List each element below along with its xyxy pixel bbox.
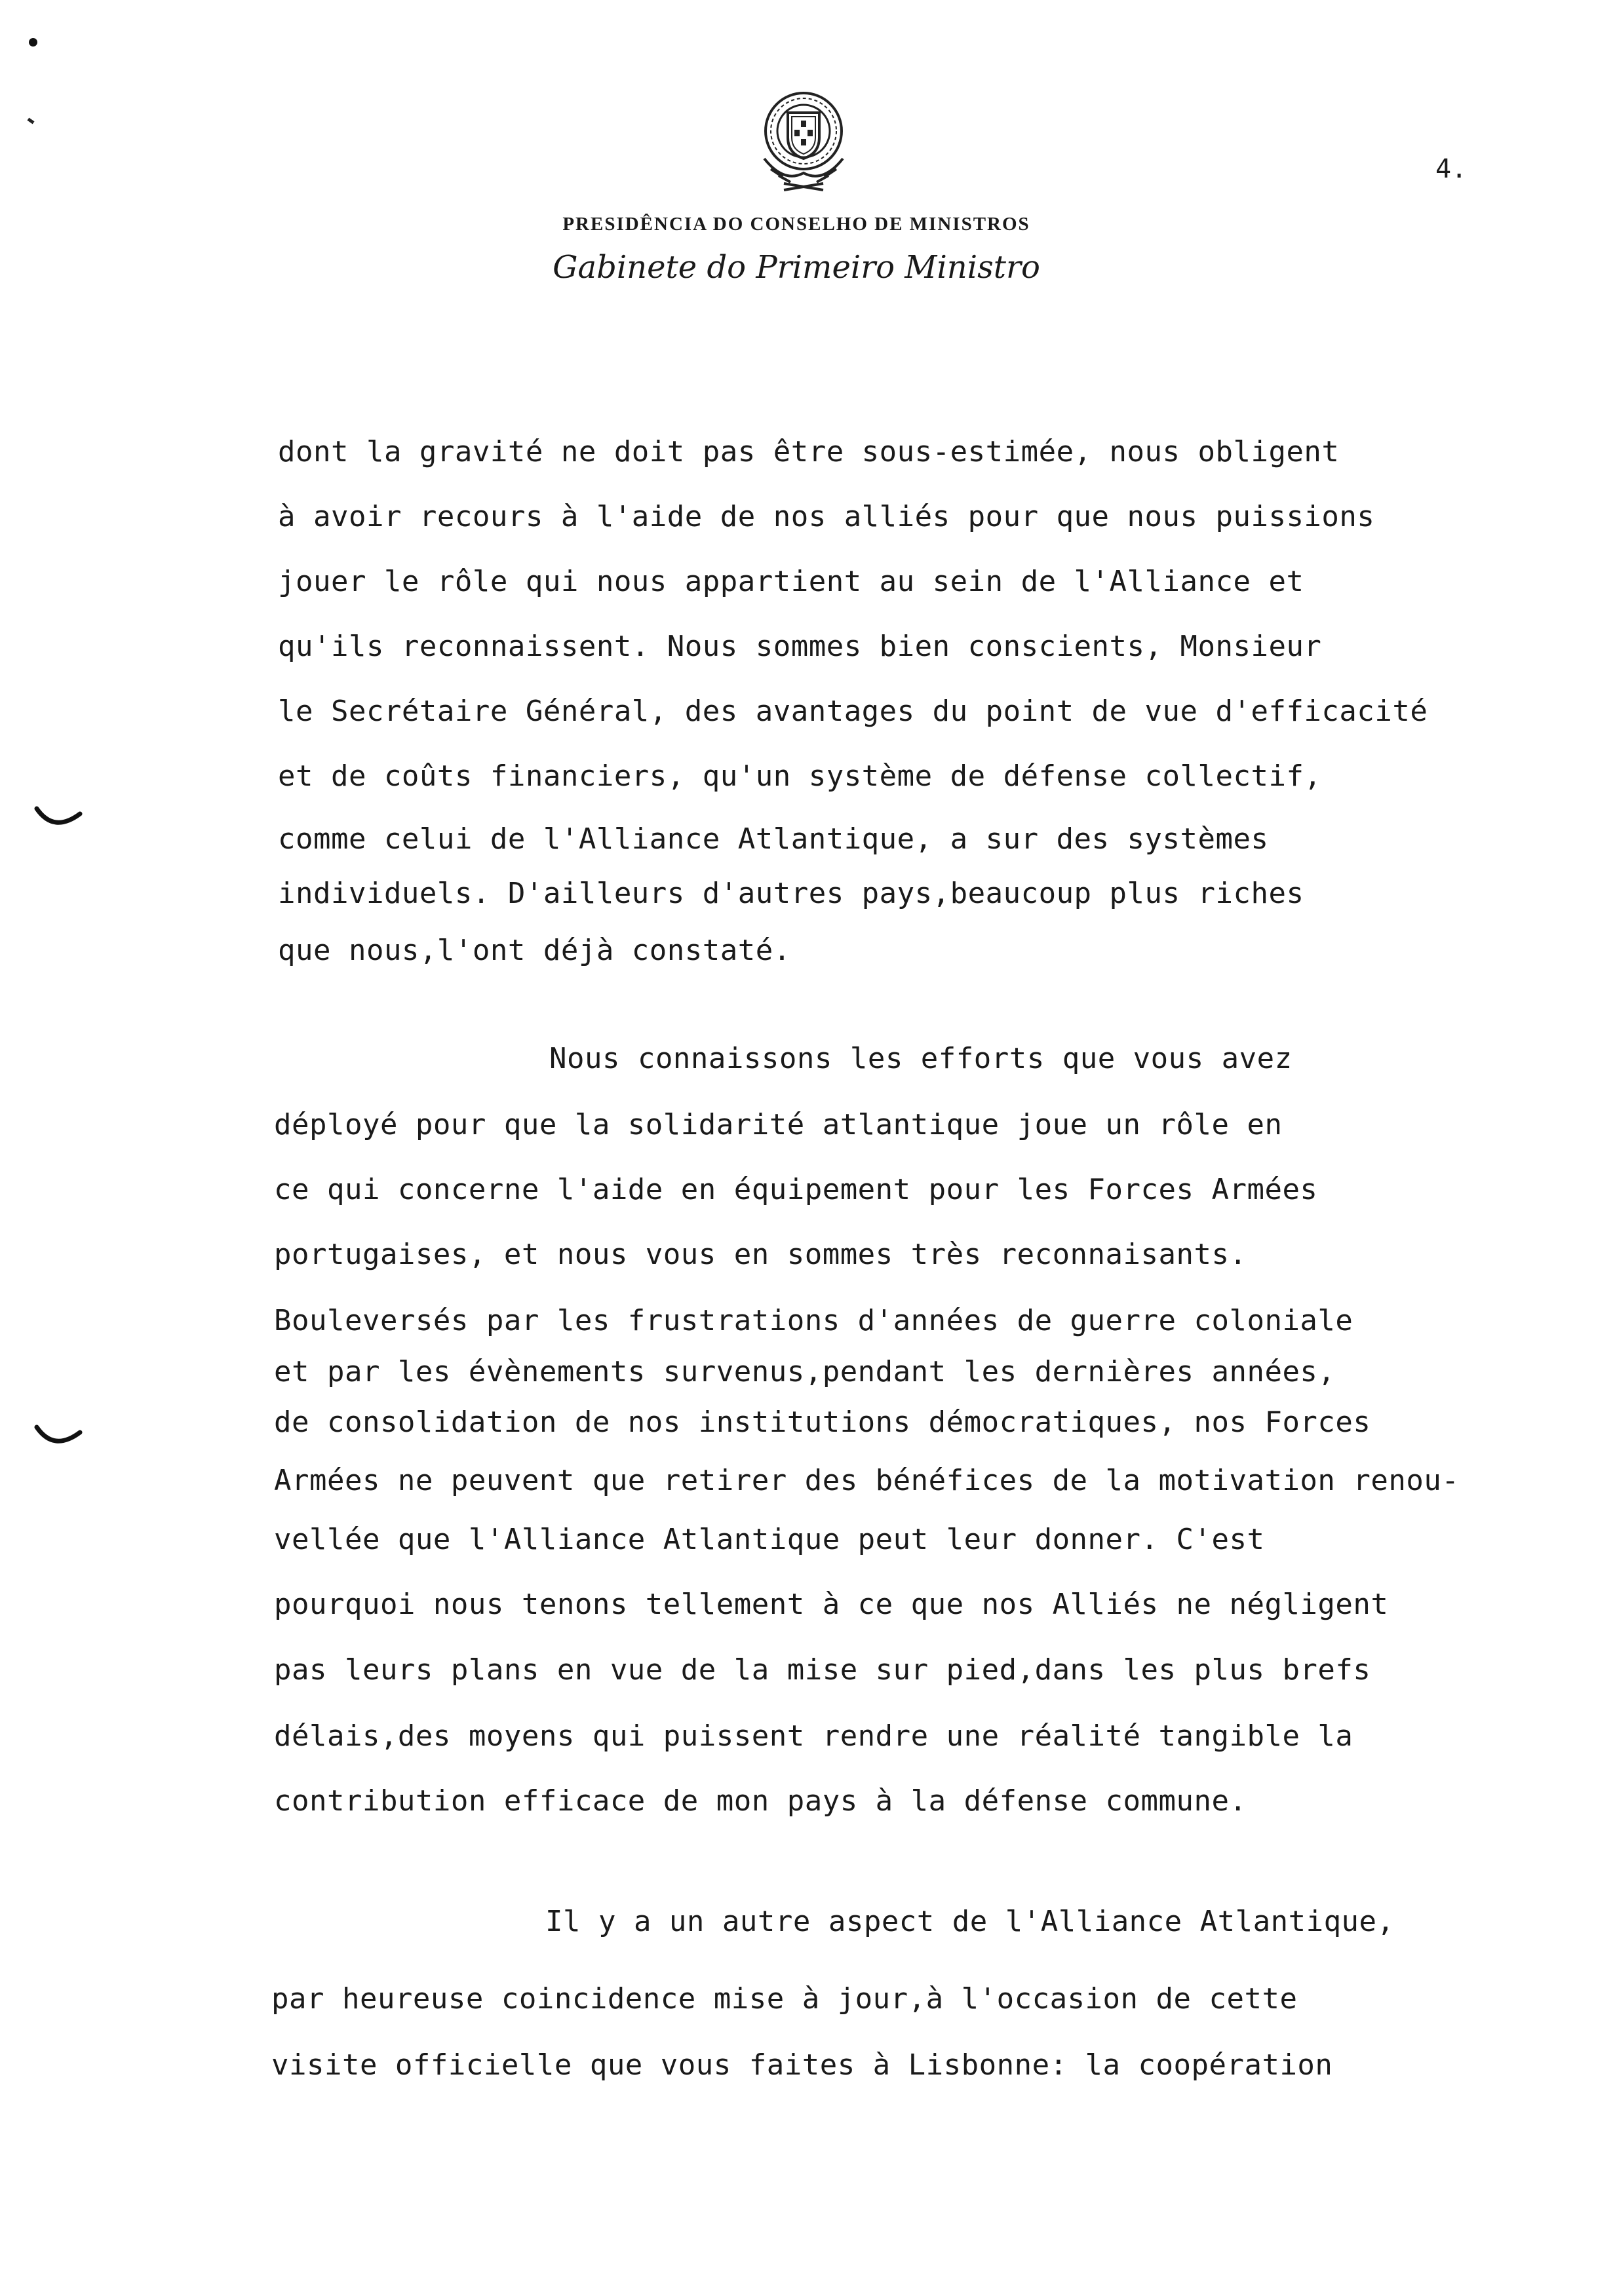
body-line: jouer le rôle qui nous appartient au sein de l'Alliance et <box>278 565 1304 598</box>
body-line: Il y a un autre aspect de l'Alliance Atlantique, <box>545 1905 1395 1938</box>
body-line: individuels. D'ailleurs d'autres pays,beaucoup plus riches <box>278 877 1304 910</box>
body-line: dont la gravité ne doit pas être sous-estimée, nous obligent <box>278 435 1340 469</box>
body-line: et de coûts financiers, qu'un système de défense collectif, <box>278 759 1322 793</box>
portuguese-coat-of-arms-seal <box>745 85 863 197</box>
body-line: le Secrétaire Général, des avantages du point de vue d'efficacité <box>278 695 1428 728</box>
body-line: contribution efficace de mon pays à la défense commune. <box>274 1784 1247 1818</box>
body-line: que nous,l'ont déjà constaté. <box>278 934 791 967</box>
body-line: visite officielle que vous faites à Lisbonne: la coopération <box>271 2048 1333 2082</box>
body-line: pourquoi nous tenons tellement à ce que nos Alliés ne négligent <box>274 1588 1389 1621</box>
body-line: à avoir recours à l'aide de nos alliés pour que nous puissions <box>278 500 1375 533</box>
body-line: Bouleversés par les frustrations d'années de guerre coloniale <box>274 1304 1353 1337</box>
body-line: déployé pour que la solidarité atlantique joue un rôle en <box>274 1108 1283 1141</box>
page-number: 4. <box>1435 154 1468 184</box>
office-signature-heading: Gabinete do Primeiro Ministro <box>553 249 1040 286</box>
institution-heading: PRESIDÊNCIA DO CONSELHO DE MINISTROS <box>562 214 1030 235</box>
body-line: Armées ne peuvent que retirer des bénéfices de la motivation renou- <box>274 1464 1460 1497</box>
body-line: Nous connaissons les efforts que vous avez <box>549 1042 1293 1075</box>
body-line: de consolidation de nos institutions démocratiques, nos Forces <box>274 1406 1371 1439</box>
body-line: vellée que l'Alliance Atlantique peut leur donner. C'est <box>274 1523 1265 1556</box>
body-line: par heureuse coincidence mise à jour,à l'occasion de cette <box>271 1982 1298 2016</box>
body-line: délais,des moyens qui puissent rendre une réalité tangible la <box>274 1719 1353 1753</box>
punch-hole-mark-top <box>34 805 83 831</box>
scan-dot-mark <box>29 38 37 47</box>
body-line: comme celui de l'Alliance Atlantique, a sur des systèmes <box>278 822 1269 856</box>
scan-tick-mark <box>27 118 34 124</box>
body-line: et par les évènements survenus,pendant les dernières années, <box>274 1355 1336 1388</box>
body-line: qu'ils reconnaissent. Nous sommes bien conscients, Monsieur <box>278 630 1322 663</box>
punch-hole-mark-bottom <box>34 1423 83 1449</box>
body-line: portugaises, et nous vous en sommes très reconnaisants. <box>274 1238 1247 1271</box>
body-line: ce qui concerne l'aide en équipement pour les Forces Armées <box>274 1173 1318 1206</box>
body-line: pas leurs plans en vue de la mise sur pied,dans les plus brefs <box>274 1653 1371 1687</box>
